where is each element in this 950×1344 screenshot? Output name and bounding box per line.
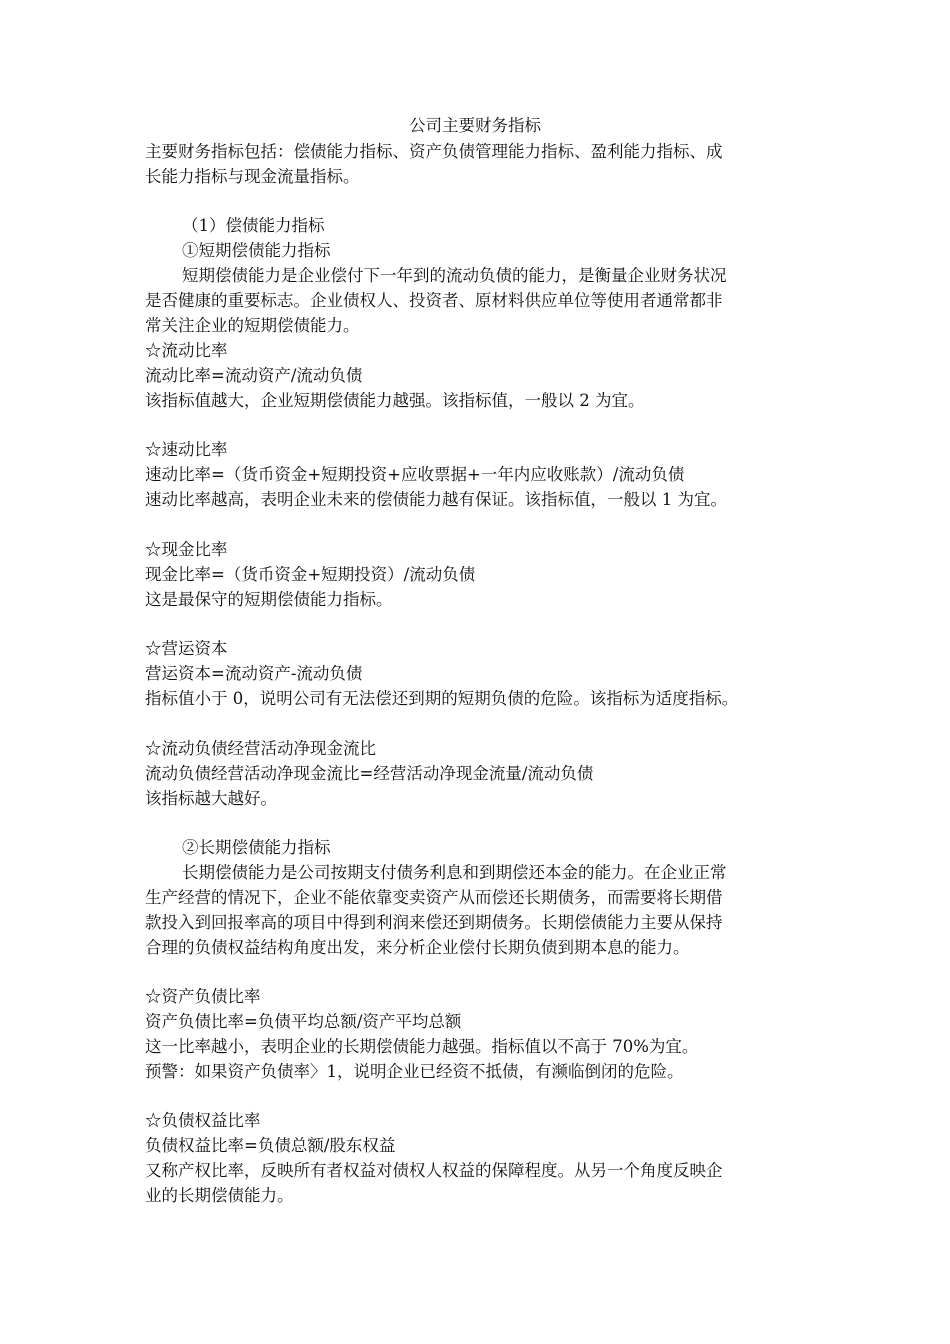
metric-formula: 资产负债比率=负债平均总额/资产平均总额: [145, 1012, 462, 1031]
metric-formula: 速动比率=（货币资金+短期投资+应收票据+一年内应收账款）/流动负债: [145, 465, 685, 484]
metric-formula: 流动比率=流动资产/流动负债: [145, 366, 363, 385]
metric-note: 该指标值越大，企业短期偿债能力越强。该指标值，一般以 2 为宜。: [145, 391, 645, 410]
metric-name: ☆速动比率: [145, 440, 228, 459]
metric-name: ☆流动比率: [145, 341, 228, 360]
metric-formula: 负债权益比率=负债总额/股东权益: [145, 1136, 396, 1155]
intro-line-2: 长能力指标与现金流量指标。: [145, 167, 360, 186]
metric-note: 又称产权比率，反映所有者权益对债权人权益的保障程度。从另一个角度反映企: [145, 1161, 723, 1180]
metric-note: 速动比率越高，表明企业未来的偿债能力越有保证。该指标值，一般以 1 为宜。: [145, 490, 727, 509]
metric-note: 这是最保守的短期偿债能力指标。: [145, 590, 393, 609]
metric-name: ☆流动负债经营活动净现金流比: [145, 739, 376, 758]
long-para-line: 款投入到回报率高的项目中得到利润来偿还到期债务。长期偿债能力主要从保持: [145, 913, 723, 932]
sub-heading-long: ②长期偿债能力指标: [182, 838, 331, 857]
intro-line-1: 主要财务指标包括：偿债能力指标、资产负债管理能力指标、盈利能力指标、成: [145, 142, 723, 161]
metric-note: 业的长期偿债能力。: [145, 1186, 294, 1205]
page-title: 公司主要财务指标: [409, 116, 541, 135]
long-para-line: 生产经营的情况下，企业不能依靠变卖资产从而偿还长期债务，而需要将长期借: [145, 888, 723, 907]
long-para-line: 合理的负债权益结构角度出发，来分析企业偿付长期负债到期本息的能力。: [145, 938, 690, 957]
metric-note: 指标值小于 0，说明公司有无法偿还到期的短期负债的危险。该指标为适度指标。: [145, 689, 739, 708]
short-para-line: 短期偿债能力是企业偿付下一年到的流动负债的能力，是衡量企业财务状况: [182, 266, 727, 285]
short-para-line: 是否健康的重要标志。企业债权人、投资者、原材料供应单位等使用者通常都非: [145, 291, 723, 310]
metric-note: 这一比率越小，表明企业的长期偿债能力越强。指标值以不高于 70%为宜。: [145, 1037, 699, 1056]
metric-name: ☆资产负债比率: [145, 987, 261, 1006]
metric-warning: 预警：如果资产负债率〉1，说明企业已经资不抵债，有濒临倒闭的危险。: [145, 1062, 684, 1081]
section-heading: （1）偿债能力指标: [182, 216, 325, 235]
long-para-line: 长期偿债能力是公司按期支付债务利息和到期偿还本金的能力。在企业正常: [182, 863, 727, 882]
metric-name: ☆营运资本: [145, 639, 228, 658]
metric-formula: 营运资本=流动资产-流动负债: [145, 664, 363, 683]
sub-heading-short: ①短期偿债能力指标: [182, 241, 331, 260]
metric-formula: 现金比率=（货币资金+短期投资）/流动负债: [145, 565, 476, 584]
metric-name: ☆现金比率: [145, 540, 228, 559]
short-para-line: 常关注企业的短期偿债能力。: [145, 316, 360, 335]
metric-name: ☆负债权益比率: [145, 1111, 261, 1130]
metric-formula: 流动负债经营活动净现金流比=经营活动净现金流量/流动负债: [145, 764, 594, 783]
metric-note: 该指标越大越好。: [145, 789, 277, 808]
